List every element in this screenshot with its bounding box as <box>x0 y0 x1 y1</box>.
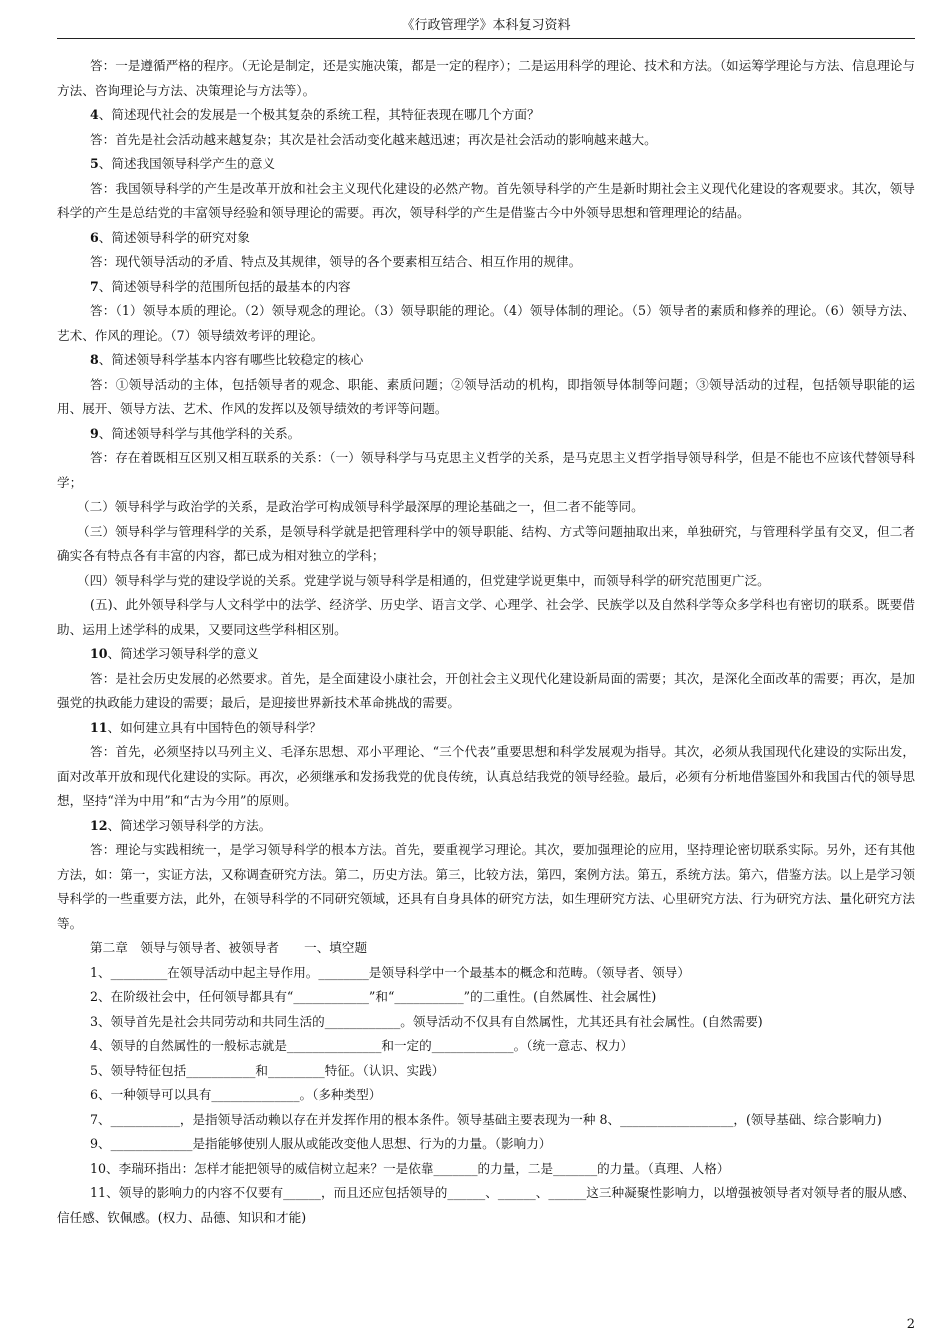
question-number: 8 <box>90 352 99 367</box>
answer-9-part-3: （三）领导科学与管理科学的关系，是领导科学就是把管理科学中的领导职能、结构、方式等问题抽取出来，单独研究，与管理科学虽有交叉，但二者确实各有特点各有丰富的内容，都已成为相对独立的学科； <box>57 523 915 563</box>
answer-9-part-2: （二）领导科学与政治学的关系，是政治学可构成领导科学最深厚的理论基础之一，但二者不能等同。 <box>77 499 644 514</box>
answer-10: 答：是社会历史发展的必然要求。首先，是全面建设小康社会，开创社会主义现代化建设新局面的需要；其次，是深化全面改革的需要；再次，是加强党的执政能力建设的需要；最后，是迎接世界新技术革命挑战的需要。 <box>57 670 915 710</box>
answer-4: 答：首先是社会活动越来越复杂；其次是社会活动变化越来越迅速；再次是社会活动的影响越来越大。 <box>90 131 657 147</box>
fill-blank-6: 6、一种领导可以具有______________。（多种类型） <box>90 1087 382 1102</box>
answer-6: 答：现代领导活动的矛盾、特点及其规律，领导的各个要素相互结合、相互作用的规律。 <box>90 254 582 269</box>
question-text: 、简述学习领导科学的意义 <box>107 646 259 661</box>
fill-blank-3: 3、领导首先是社会共同劳动和共同生活的____________。领导活动不仅具有自然属性，尤其还具有社会属性。(自然需要) <box>90 1013 763 1029</box>
question-text: 、简述领导科学与其他学科的关系。 <box>98 425 301 441</box>
answer-9: 答：存在着既相互区别又相互联系的关系：（一）领导科学与马克思主义哲学的关系，是马克思主义哲学指导领导科学，但是不能也不应该代替领导科学； <box>57 450 915 490</box>
question-8 <box>57 348 915 373</box>
question-4 <box>57 103 915 128</box>
fill-blank-11: 11、领导的影响力的内容不仅要有______，而且还应包括领导的______、______、______这三种凝聚性影响力，以增强被领导者对领导者的服从感、信任感、钦佩感。(权力、品德、知识和才能) <box>57 1185 915 1225</box>
header-rule <box>57 38 915 39</box>
question-text: 、简述现代社会的发展是一个极其复杂的系统工程，其特征表现在哪几个方面？ <box>98 107 540 122</box>
question-5 <box>57 152 915 177</box>
question-10 <box>57 642 915 667</box>
question-number: 10 <box>90 646 108 661</box>
question-text: 、简述领导科学的范围所包括的最基本的内容 <box>98 278 351 294</box>
question-number: 12 <box>90 817 108 833</box>
question-7 <box>57 275 915 300</box>
fill-blank-10: 10、李瑞环指出：怎样才能把领导的威信树立起来？一是依靠_______的力量，二是_______的力量。（真理、人格） <box>90 1160 730 1176</box>
question-text: 、简述领导科学基本内容有哪些比较稳定的核心 <box>98 352 364 367</box>
fill-blank-4: 4、领导的自然属性的一般标志就是_______________和一定的_____________。（统一意志、权力） <box>90 1038 634 1053</box>
answer-8: 答：①领导活动的主体，包括领导者的观念、职能、素质问题；②领导活动的机构，即指领导体制等问题；③领导活动的过程，包括领导职能的运用、展开、领导方法、艺术、作风的发挥以及领导绩效的考评等问题。 <box>57 376 915 416</box>
answer-11: 答：首先，必须坚持以马列主义、毛泽东思想、邓小平理论、“三个代表”重要思想和科学发展观为指导。其次，必须从我国现代化建设的实际出发，面对改革开放和现代化建设的实际。再次，必须继承和发扬我党的优良传统，认真总结我党的领导经验。最后，必须有分析地借鉴国外和我国古代的领导思想，坚持“洋为中用”和“古为今用”的原则。 <box>57 744 915 808</box>
question-9 <box>57 422 915 447</box>
chapter-heading: 第二章 领导与领导者、被领导者 一、填空题 <box>90 940 368 955</box>
answer-12: 答：理论与实践相统一，是学习领导科学的根本方法。首先，要重视学习理论。其次，要加强理论的应用，坚持理论密切联系实际。另外，还有其他方法，如：第一，实证方法，又称调查研究方法。第二，历史方法。第三，比较方法，第四，案例方法。第五，系统方法。第六，借鉴方法。以上是学习领导科学的一些重要方法，此外，在领导科学的不同研究领域，还具有自身具体的研究方法，如生理研究方法、心里研究方法、行为研究方法、量化研究方法等。 <box>57 842 915 931</box>
fill-blank-9: 9、_____________是指能够使别人服从或能改变他人思想、行为的力量。（影响力） <box>90 1136 552 1151</box>
question-text: 、简述我国领导科学产生的意义 <box>98 156 276 171</box>
fill-blank-5: 5、领导特征包括___________和_________特征。（认识、实践） <box>90 1062 445 1078</box>
document-body <box>57 54 915 1230</box>
question-number: 9 <box>90 425 99 441</box>
answer-9-part-5: (五)、此外领导科学与人文科学中的法学、经济学、历史学、语言文学、心理学、社会学、民族学以及自然科学等众多学科也有密切的联系。既要借助、运用上述学科的成果，又要同这些学科相区别。 <box>57 597 915 637</box>
question-text: 、简述学习领导科学的方法。 <box>107 817 272 833</box>
question-11 <box>57 716 915 741</box>
answer-paragraph: 答：一是遵循严格的程序。（无论是制定，还是实施决策，都是一定的程序）；二是运用科学的理论、技术和方法。（如运筹学理论与方法、信息理论与方法、咨询理论与方法、决策理论与方法等）。 <box>57 58 915 98</box>
question-text: 、如何建立具有中国特色的领导科学？ <box>107 719 322 735</box>
fill-blank-1: 1、_________在领导活动中起主导作用。________是领导科学中一个最基本的概念和范畴。（领导者、领导） <box>90 964 690 980</box>
answer-9-part-4: （四）领导科学与党的建设学说的关系。党建学说与领导科学是相通的，但党建学说更集中，而领导科学的研究范围更广泛。 <box>77 572 770 588</box>
answer-5: 答：我国领导科学的产生是改革开放和社会主义现代化建设的必然产物。首先领导科学的产生是新时期社会主义现代化建设的客观要求。其次，领导科学的产生是总结党的丰富领导经验和领导理论的需要。再次，领导科学的产生是借鉴古今中外领导思想和管理理论的结晶。 <box>57 180 915 220</box>
question-number: 11 <box>90 719 108 735</box>
header-title: 《行政管理学》本科复习资料 <box>401 18 571 33</box>
fill-blank-2: 2、在阶级社会中，任何领导都具有“____________”和“___________”的二重性。(自然属性、社会属性) <box>90 989 657 1004</box>
fill-blank-7: 7、___________，是指领导活动赖以存在并发挥作用的根本条件。领导基础主要表现为一种 8、__________________，(领导基础、综合影响力) <box>90 1111 882 1127</box>
question-number: 4 <box>90 107 99 122</box>
page-number: 2 <box>906 1317 915 1332</box>
question-6 <box>57 226 915 251</box>
question-12 <box>57 814 915 839</box>
answer-7: 答：（1）领导本质的理论。（2）领导观念的理论。（3）领导职能的理论。（4）领导体制的理论。（5）领导者的素质和修养的理论。（6）领导方法、艺术、作风的理论。（7）领导绩效考评的理论。 <box>57 303 915 343</box>
page-header <box>57 10 915 40</box>
question-number: 7 <box>90 278 99 294</box>
question-number: 6 <box>90 229 99 245</box>
question-number: 5 <box>90 156 99 171</box>
question-text: 、简述领导科学的研究对象 <box>98 229 250 245</box>
